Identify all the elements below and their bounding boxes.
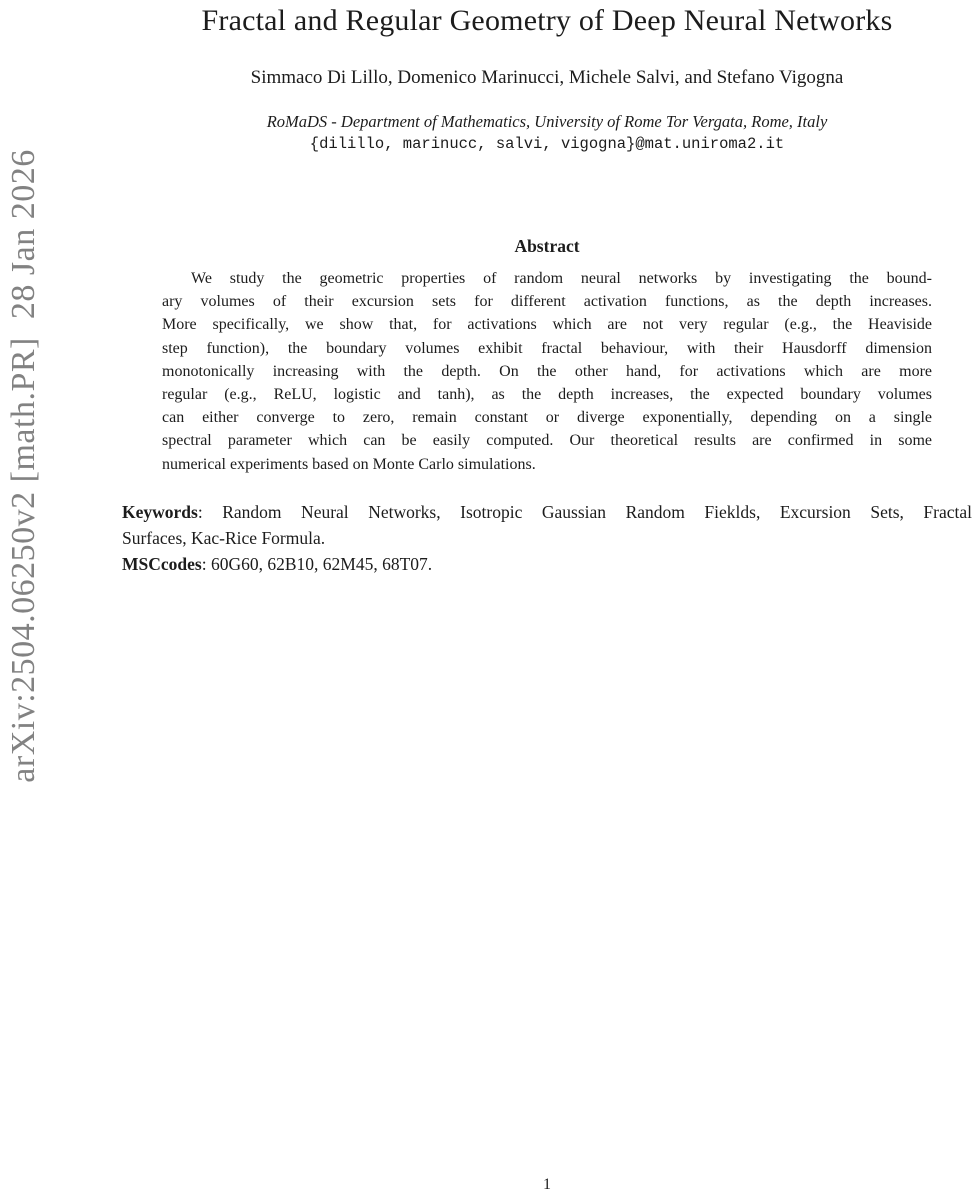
abstract-heading: Abstract — [514, 236, 580, 256]
affiliation-line: RoMaDS - Department of Mathematics, University of Rome Tor Vergata, Rome, Italy — [266, 112, 828, 131]
arxiv-watermark: arXiv:2504.06250v2 [math.PR] 28 Jan 2026 — [5, 149, 42, 783]
msc-text: : 60G60, 62B10, 62M45, 68T07. — [201, 553, 433, 574]
abstract-line: ary volumes of their excursion sets for different activation functions, as the depth increases. — [162, 293, 932, 311]
email-line: {dilillo, marinucc, salvi, vigogna}@mat.uniroma2.it — [309, 135, 785, 153]
abstract-line: monotonically increasing with the depth. On the other hand, for activations which are more — [162, 362, 932, 380]
abstract-line: We study the geometric properties of random neural networks by investigating the bound- — [191, 270, 932, 287]
abstract-text — [162, 267, 932, 476]
keywords-label: Keywords — [122, 501, 198, 522]
paper-content — [122, 0, 972, 1200]
keywords-text: : Random Neural Networks, Isotropic Gaussian Random Fieklds, Excursion Sets, Fractal — [197, 501, 972, 522]
abstract-line: numerical experiments based on Monte Carlo simulations. — [162, 455, 536, 473]
keywords-line — [122, 499, 972, 525]
keywords-line-2: Surfaces, Kac-Rice Formula. — [122, 527, 326, 548]
authors-line: Simmaco Di Lillo, Domenico Marinucci, Michele Salvi, and Stefano Vigogna — [250, 67, 844, 88]
abstract-line: More specifically, we show that, for activations which are not very regular (e.g., the Heaviside — [162, 316, 932, 334]
paper-title: Fractal and Regular Geometry of Deep Neural Networks — [201, 4, 893, 37]
abstract-line: spectral parameter which can be easily computed. Our theoretical results are confirmed in some — [162, 432, 932, 450]
page-number: 1 — [543, 1176, 551, 1193]
msc-line — [122, 551, 972, 577]
abstract-line: regular (e.g., ReLU, logistic and tanh), as the depth increases, the expected boundary volumes — [162, 386, 932, 404]
keywords-block — [122, 499, 972, 577]
abstract-line: can either converge to zero, remain constant or diverge exponentially, depending on a single — [162, 409, 932, 427]
msc-label: MSCcodes — [122, 553, 202, 574]
abstract-line: step function), the boundary volumes exhibit fractal behaviour, with their Hausdorff dimension — [162, 339, 932, 357]
